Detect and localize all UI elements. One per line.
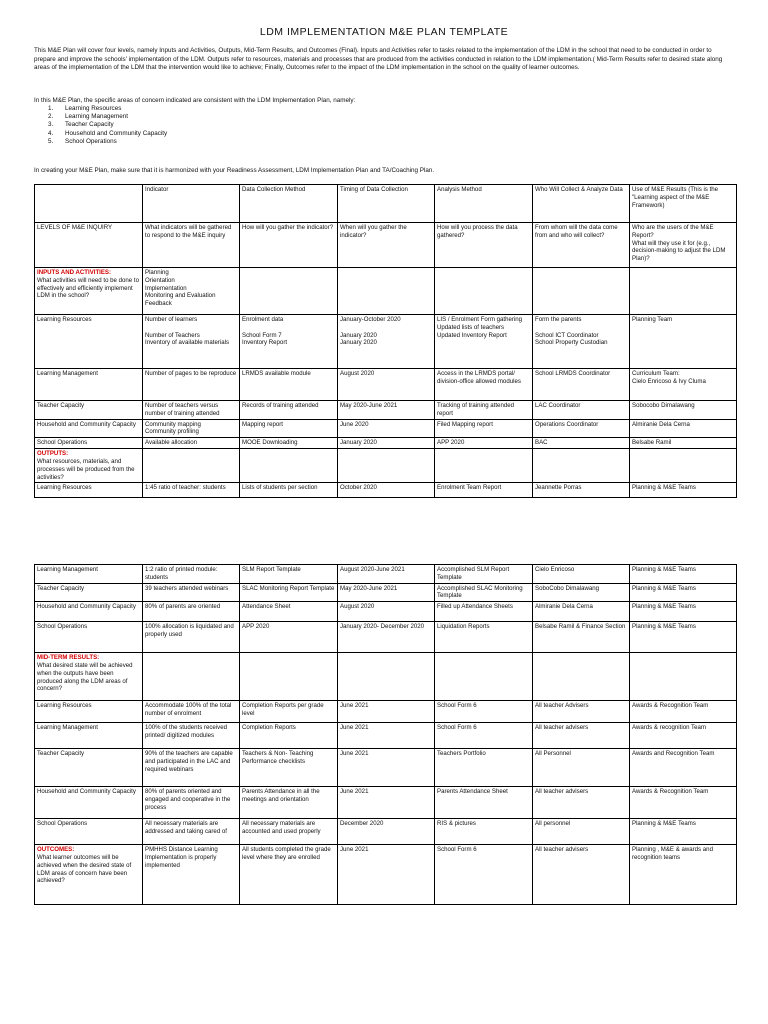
table-cell: BAC xyxy=(533,438,630,449)
level-text: LEVELS OF M&E INQUIRY xyxy=(37,224,113,231)
table-cell: Planning & M&E Teams xyxy=(630,602,737,622)
level-text: Household and Community Capacity xyxy=(37,788,136,796)
table-cell: All teacher advisers xyxy=(533,845,630,905)
table-cell: 100% of the students received printed/ digitized modules xyxy=(143,723,240,749)
document-title: LDM IMPLEMENTATION M&E PLAN TEMPLATE xyxy=(259,26,509,38)
table-cell xyxy=(630,268,737,315)
table-cell: APP 2020 xyxy=(240,622,338,653)
table-cell: August 2020 xyxy=(338,602,435,622)
list-item: 5. School Operations xyxy=(48,137,117,145)
table-row xyxy=(35,401,737,420)
table-cell: Planning & M&E Teams xyxy=(630,483,737,498)
table-cell: Operations Coordinator xyxy=(533,419,630,438)
table-cell: 39 teachers attended webinars xyxy=(143,583,240,602)
table-cell: August 2020-June 2021 xyxy=(338,565,435,584)
table-cell: All Personnel xyxy=(533,749,630,787)
table-cell: School Form 6 xyxy=(435,701,533,723)
table-cell: Almiranie Dela Cerna xyxy=(533,602,630,622)
table-cell xyxy=(338,653,435,701)
level-cell xyxy=(35,701,143,723)
level-cell xyxy=(35,483,143,498)
table-cell: All necessary materials are addressed and taking cared of xyxy=(143,819,240,845)
level-text: What learner outcomes will be achieved when the desired state of LDM areas of concern have been achieved? xyxy=(37,853,132,885)
level-text: What activities will need to be done to effectively and efficiently implement LDM in the school? xyxy=(37,276,139,300)
level-heading: OUTPUTS: xyxy=(37,450,69,458)
table-row xyxy=(35,749,737,787)
table-cell: 100% allocation is liquidated and properly used xyxy=(143,622,240,653)
level-text: Learning Management xyxy=(37,724,98,732)
table-cell: Planning Orientation Implementation Monitoring and Evaluation Feedback xyxy=(143,268,240,315)
table-cell: Completion Reports xyxy=(240,723,338,749)
table-row xyxy=(35,483,737,498)
table-cell xyxy=(435,653,533,701)
table-row xyxy=(35,438,737,449)
table-cell: January-October 2020 January 2020 January 2020 xyxy=(338,315,435,369)
column-header: Timing of Data Collection xyxy=(338,185,435,223)
table-cell: June 2021 xyxy=(338,701,435,723)
table-row xyxy=(35,419,737,438)
table-row xyxy=(35,653,737,701)
table-row xyxy=(35,268,737,315)
table-cell xyxy=(435,268,533,315)
table-cell: 80% of parents are oriented xyxy=(143,602,240,622)
level-heading: OUTCOMES: xyxy=(37,846,75,854)
level-cell xyxy=(35,449,143,483)
table-cell: SLAC Monitoring Report Template xyxy=(240,583,338,602)
level-text: Learning Resources xyxy=(37,702,92,710)
level-cell xyxy=(35,268,143,315)
table-cell: LIS / Enrolment Form gathering Updated lists of teachers Updated Inventory Report xyxy=(435,315,533,369)
table-cell: Form the parents School ICT Coordinator School Property Custodian xyxy=(533,315,630,369)
table-cell xyxy=(533,268,630,315)
column-header: Data Collection Method xyxy=(240,185,338,223)
table-cell: MOOE Downloading xyxy=(240,438,338,449)
table-row xyxy=(35,449,737,483)
table-row xyxy=(35,622,737,653)
level-cell xyxy=(35,787,143,819)
table-row xyxy=(35,369,737,401)
level-text: School Operations xyxy=(37,623,88,631)
table-cell: Enrolment Team Report xyxy=(435,483,533,498)
level-heading: MID-TERM RESULTS: xyxy=(37,654,100,662)
level-text: Teacher Capacity xyxy=(37,584,85,592)
table-cell: June 2021 xyxy=(338,749,435,787)
table-cell: PMHHS Distance Learning Implementation is properly implemented xyxy=(143,845,240,905)
table-cell: June 2020 xyxy=(338,419,435,438)
table-cell: January 2020- December 2020 xyxy=(338,622,435,653)
table-cell: Awards & recognition Team xyxy=(630,723,737,749)
level-cell xyxy=(35,622,143,653)
level-cell xyxy=(35,723,143,749)
closing-paragraph: In creating your M&E Plan, make sure that it is harmonized with your Readiness Assessment, LDM Implementation Plan and TA/Coaching Plan. xyxy=(34,167,435,174)
areas-intro-paragraph: In this M&E Plan, the specific areas of concern indicated are consistent with the LDM Implementation Plan, namely: xyxy=(34,97,356,104)
table-cell xyxy=(630,653,737,701)
level-cell xyxy=(35,653,143,701)
table-row xyxy=(35,845,737,905)
list-item: 1. Learning Resources xyxy=(48,105,122,112)
table-cell: January 2020 xyxy=(338,438,435,449)
table-cell: When will you gather the indicator? xyxy=(338,223,435,268)
table-cell: Teachers & Non- Teaching Performance checklists xyxy=(240,749,338,787)
table-cell: October 2020 xyxy=(338,483,435,498)
table-cell: Tracking of training attended report xyxy=(435,401,533,420)
table-cell: Jeannette Porras xyxy=(533,483,630,498)
table-cell xyxy=(143,449,240,483)
table-cell: Available allocation xyxy=(143,438,240,449)
level-cell xyxy=(35,583,143,602)
table-cell: Planning & M&E Teams xyxy=(630,583,737,602)
level-text: Learning Resources xyxy=(37,484,92,492)
level-cell xyxy=(35,749,143,787)
table-cell: Accomplished SLM Report Template xyxy=(435,565,533,584)
intro-paragraph: This M&E Plan will cover four levels, namely Inputs and Activities, Outputs, Mid-Term Results, and Outcomes (Final). Inputs and Activities refer to tasks related to the implementation of the LDM in the school that need to be conducted in order to prepare and improve the schools' implementation of the LDM. Outputs refer to resources, materials and processes that are produced from the activities conducted in relation to the LDM implementation.( Mid-Term Results refer to desired state along areas of the implementation of the LDM that the intervention would like to achieve; Finally, Outcomes refer to the impact of the LDM implementation in the school on the quality of learner outcomes. xyxy=(34,47,723,72)
level-cell xyxy=(35,419,143,438)
table-row xyxy=(35,315,737,369)
table-row xyxy=(35,723,737,749)
table-cell xyxy=(240,653,338,701)
table-cell: Liquidation Reports xyxy=(435,622,533,653)
table-cell xyxy=(338,268,435,315)
level-cell xyxy=(35,315,143,369)
table-cell: Curriculum Team: Cielo Enricoso & Ivy Cluma xyxy=(630,369,737,401)
table-cell: SLM Report Template xyxy=(240,565,338,584)
table-cell: 90% of the teachers are capable and participated in the LAC and required webinars xyxy=(143,749,240,787)
table-cell: Filed Mapping report xyxy=(435,419,533,438)
table-row xyxy=(35,565,737,584)
level-text: Teacher Capacity xyxy=(37,750,85,758)
level-text: Household and Community Capacity xyxy=(37,603,136,611)
table-cell: August 2020 xyxy=(338,369,435,401)
level-text: School Operations xyxy=(37,820,88,828)
level-cell xyxy=(35,369,143,401)
table-cell: Number of learners Number of Teachers Inventory of available materials xyxy=(143,315,240,369)
column-header: Use of M&E Results (This is the "Learning aspect of the M&E Framework) xyxy=(630,185,737,223)
table-row xyxy=(35,223,737,268)
table-cell: Teachers Portfolio xyxy=(435,749,533,787)
table-cell: Sobocobo Dimalawang xyxy=(630,401,737,420)
level-heading: INPUTS AND ACTIVITIES: xyxy=(37,269,112,276)
table-cell: Awards & Recognition Team xyxy=(630,701,737,723)
level-text: Learning Management xyxy=(37,566,98,573)
table-cell: Attendance Sheet xyxy=(240,602,338,622)
table-cell: Number of teachers versus number of training attended xyxy=(143,401,240,420)
level-cell xyxy=(35,401,143,420)
table-cell: Accommodate 100% of the total number of enrolment xyxy=(143,701,240,723)
table-cell: Planning Team xyxy=(630,315,737,369)
table-cell: School LRMDS Coordinator xyxy=(533,369,630,401)
table-row xyxy=(35,583,737,602)
table-cell: Records of training attended xyxy=(240,401,338,420)
table-row xyxy=(35,701,737,723)
areas-of-concern-list xyxy=(48,105,167,146)
table-cell: From whom will the data come from and who will collect? xyxy=(533,223,630,268)
level-cell xyxy=(35,438,143,449)
level-text: Household and Community Capacity xyxy=(37,420,136,428)
table-cell: Planning & M&E Teams xyxy=(630,819,737,845)
table-cell: All teacher Advisers xyxy=(533,701,630,723)
table-cell: LAC Coordinator xyxy=(533,401,630,420)
level-text: School Operations xyxy=(37,439,88,447)
column-header: Who Will Collect & Analyze Data xyxy=(533,185,630,223)
table-cell: Planning , M&E & awards and recognition teams xyxy=(630,845,737,905)
table-cell: Filled up Attendance Sheets xyxy=(435,602,533,622)
level-cell xyxy=(35,845,143,905)
table-cell: Access in the LRMDS portal/ division-office allowed modules xyxy=(435,369,533,401)
column-header xyxy=(35,185,143,223)
me-plan-table-page-2 xyxy=(34,564,737,905)
level-cell xyxy=(35,819,143,845)
table-cell: Planning & M&E Teams xyxy=(630,565,737,584)
table-cell: APP 2020 xyxy=(435,438,533,449)
table-cell: Awards and Recognition Team xyxy=(630,749,737,787)
table-cell xyxy=(533,653,630,701)
table-cell: Community mapping Community profiling xyxy=(143,419,240,438)
table-cell: What indicators will be gathered to respond to the M&E inquiry xyxy=(143,223,240,268)
table-cell: How will you gather the indicator? xyxy=(240,223,338,268)
table-cell: Enrolment data School Form 7 Inventory Report xyxy=(240,315,338,369)
table-cell: June 2021 xyxy=(338,787,435,819)
table-row xyxy=(35,602,737,622)
list-item: 3. Teacher Capacity xyxy=(48,121,114,129)
level-text: Learning Management xyxy=(37,370,98,377)
level-cell xyxy=(35,602,143,622)
table-cell: Lists of students per section xyxy=(240,483,338,498)
table-cell: Who are the users of the M&E Report? What will they use it for (e.g., decision-making to adjust the LDM Plan)? xyxy=(630,223,737,268)
table-cell: Belsabe Ramil xyxy=(630,438,737,449)
list-item: 2. Learning Management xyxy=(48,113,129,121)
level-text: What desired state will be achieved when the outputs have been produced along the LDM areas of concern? xyxy=(37,661,133,693)
table-cell xyxy=(143,653,240,701)
column-header: Analysis Method xyxy=(435,185,533,223)
table-cell xyxy=(240,268,338,315)
table-row xyxy=(35,787,737,819)
table-cell: May 2020-June 2021 xyxy=(338,401,435,420)
column-header: Indicator xyxy=(143,185,240,223)
table-cell: June 2021 xyxy=(338,845,435,905)
table-cell: RIS & pictures xyxy=(435,819,533,845)
table-cell: Mapping report xyxy=(240,419,338,438)
table-cell: Number of pages to be reproduce xyxy=(143,369,240,401)
level-cell xyxy=(35,223,143,268)
table-cell: How will you process the data gathered? xyxy=(435,223,533,268)
table-cell: All students completed the grade level where they are enrolled xyxy=(240,845,338,905)
table-cell: Parents Attendance Sheet xyxy=(435,787,533,819)
table-cell: May 2020-June 2021 xyxy=(338,583,435,602)
table-cell: Almiranie Dela Cerna xyxy=(630,419,737,438)
table-cell: 80% of parents oriented and engaged and cooperative in the process xyxy=(143,787,240,819)
table-cell: All necessary materials are accounted and used properly xyxy=(240,819,338,845)
table-cell: All teacher advisers xyxy=(533,723,630,749)
table-cell: June 2021 xyxy=(338,723,435,749)
table-cell: Awards & Recognition Team xyxy=(630,787,737,819)
table-cell: All personnel xyxy=(533,819,630,845)
table-cell xyxy=(435,449,533,483)
table-row xyxy=(35,819,737,845)
level-cell xyxy=(35,565,143,584)
table-cell xyxy=(533,449,630,483)
level-text: Teacher Capacity xyxy=(37,402,85,409)
table-cell xyxy=(240,449,338,483)
table-cell: Planning & M&E Teams xyxy=(630,622,737,653)
table-cell: School Form 6 xyxy=(435,845,533,905)
table-cell: School Form 6 xyxy=(435,723,533,749)
table-cell: December 2020 xyxy=(338,819,435,845)
list-item: 4. Household and Community Capacity xyxy=(48,129,168,137)
table-cell: SoboCobo Dimalawang xyxy=(533,583,630,602)
table-cell: 1:2 ratio of printed module: students xyxy=(143,565,240,584)
table-cell: 1:45 ratio of teacher: students xyxy=(143,483,240,498)
table-cell: Accomplished SLAC Monitoring Template xyxy=(435,583,533,602)
table-header-row xyxy=(35,185,737,223)
table-cell: Cielo Enricoso xyxy=(533,565,630,584)
table-cell: Parents Attendance in all the meetings and orientation xyxy=(240,787,338,819)
level-text: Learning Resources xyxy=(37,316,92,323)
table-cell xyxy=(630,449,737,483)
table-cell: All teacher advisers xyxy=(533,787,630,819)
table-cell: Completion Reports per grade level xyxy=(240,701,338,723)
me-plan-table-page-1 xyxy=(34,184,737,498)
table-cell xyxy=(338,449,435,483)
table-cell: LRMDS available module xyxy=(240,369,338,401)
table-cell: Belsabe Ramil & Finance Section xyxy=(533,622,630,653)
level-text: What resources, materials, and processes will be produced from the activities? xyxy=(37,457,135,481)
